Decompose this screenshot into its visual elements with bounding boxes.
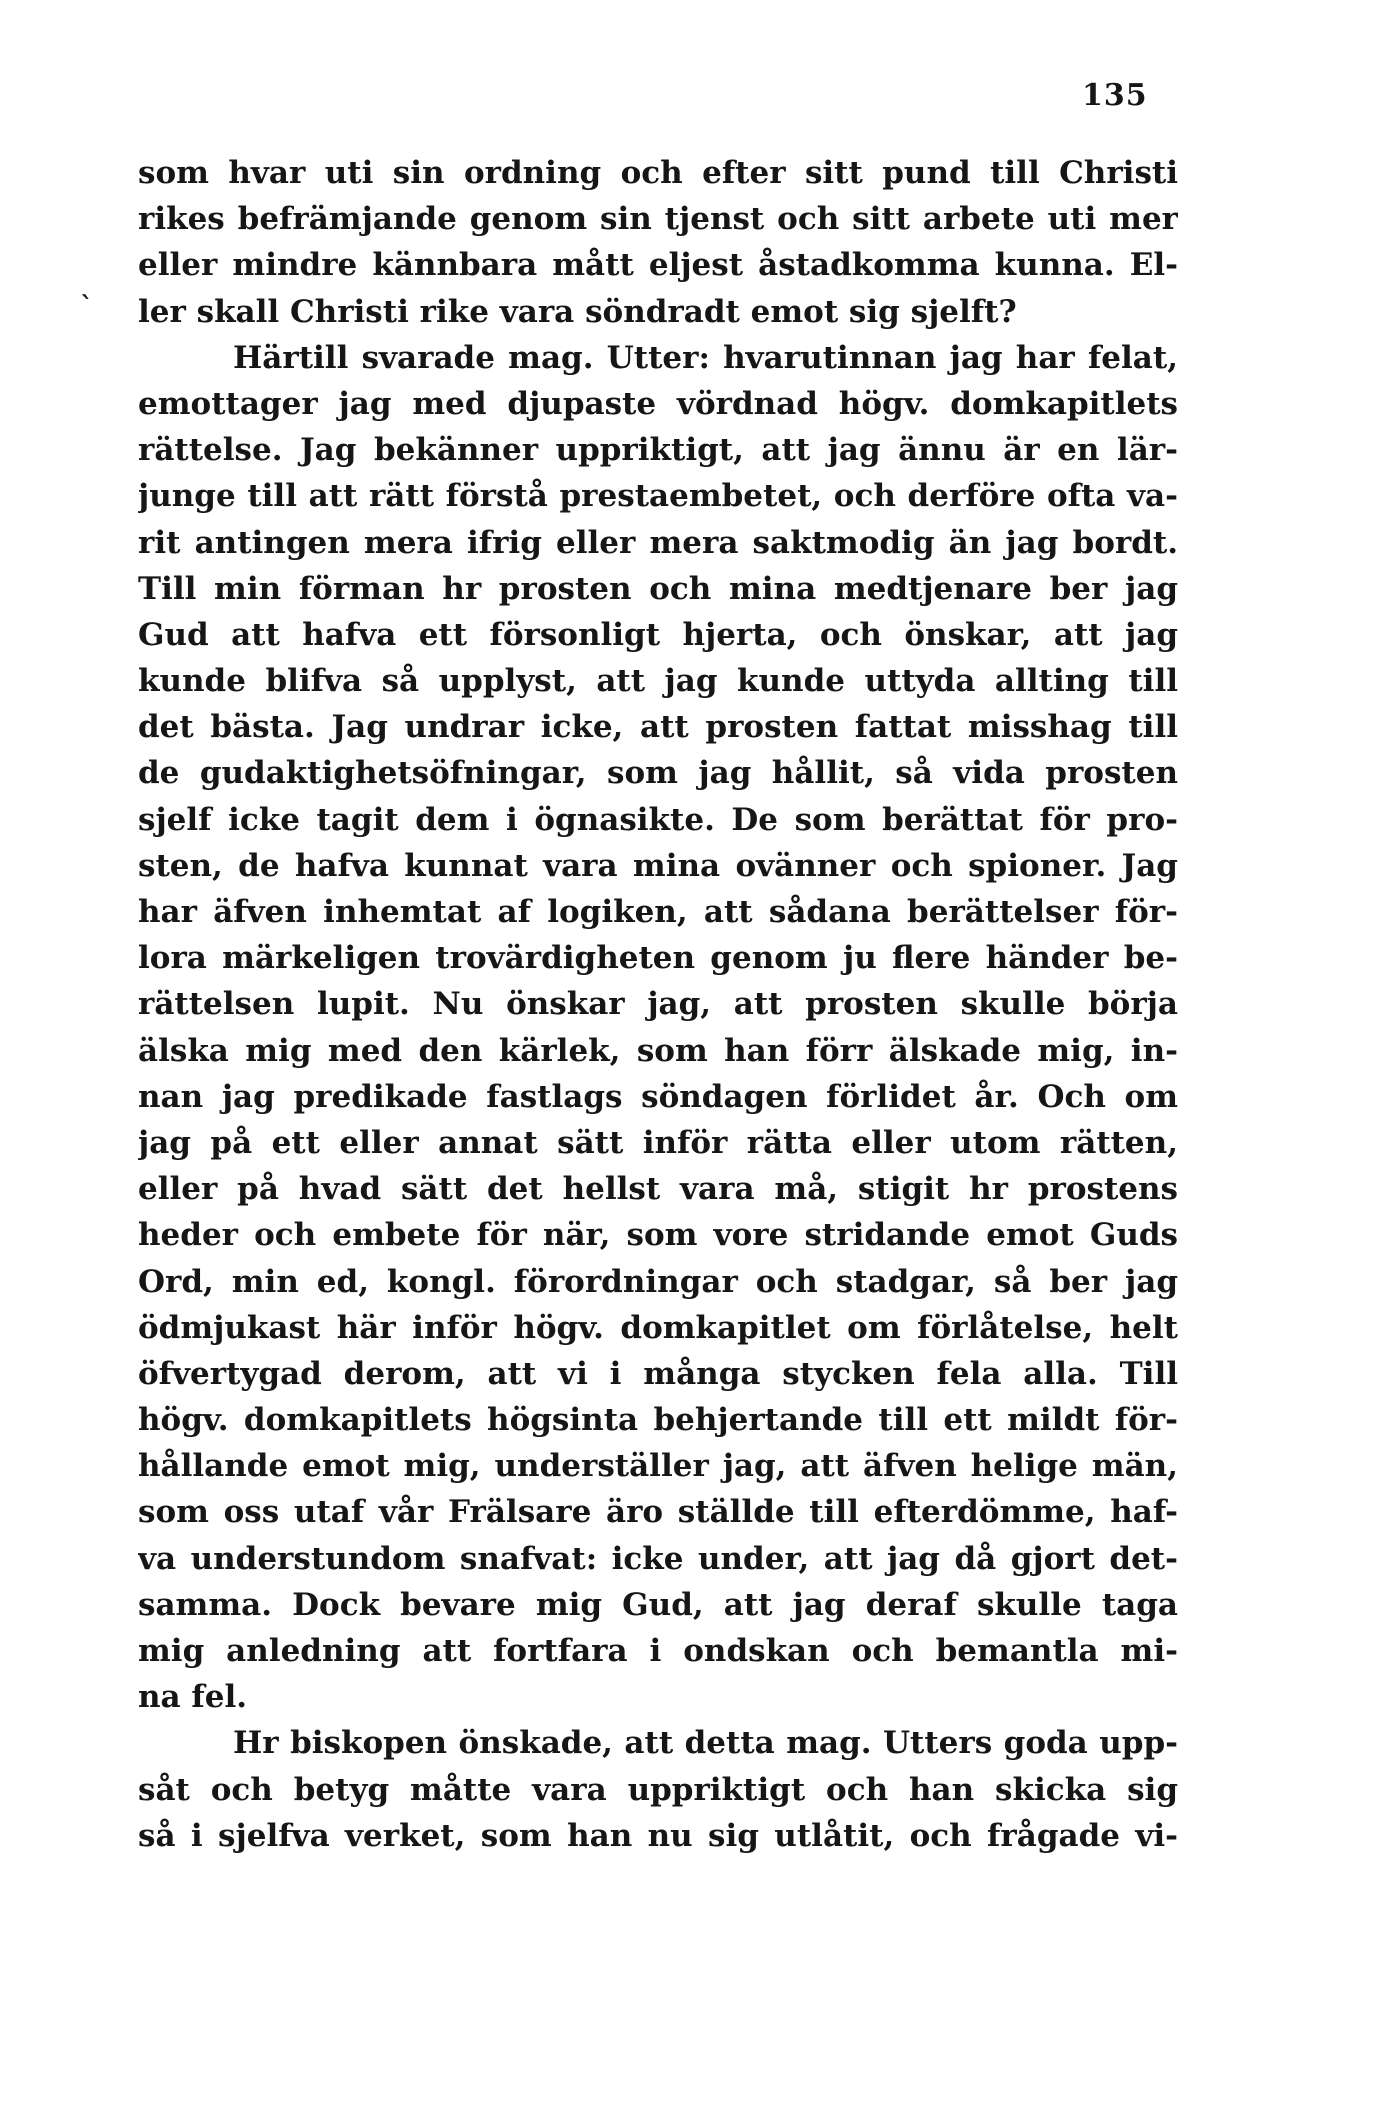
text-line: junge till att rätt förstå prestaembetet, och derföre ofta va- xyxy=(138,478,1178,515)
text-line: Ord, min ed, kongl. förordningar och stadgar, så ber jag xyxy=(138,1263,1178,1300)
text-line: Hr biskopen önskade, att detta mag. Utters goda upp- xyxy=(233,1725,1178,1762)
text-line: ler skall Christi rike vara söndradt emot sig sjelft? xyxy=(138,293,1017,330)
text-line: samma. Dock bevare mig Gud, att jag deraf skulle taga xyxy=(138,1586,1178,1623)
text-line: nan jag predikade fastlags söndagen förlidet år. Och om xyxy=(138,1078,1178,1115)
text-line: rit antingen mera ifrig eller mera saktmodig än jag bordt. xyxy=(138,524,1178,561)
text-line: älska mig med den kärlek, som han förr älskade mig, in- xyxy=(138,1032,1178,1069)
text-line: heder och embete för när, som vore stridande emot Guds xyxy=(138,1217,1178,1254)
body-text xyxy=(138,150,1178,1859)
text-line: så i sjelfva verket, som han nu sig utlåtit, och frågade vi- xyxy=(138,1817,1178,1854)
text-line: hållande emot mig, underställer jag, att äfven helige män, xyxy=(138,1448,1178,1485)
text-line: sjelf icke tagit dem i ögnasikte. De som berättat för pro- xyxy=(138,801,1178,838)
text-line: na fel. xyxy=(138,1679,248,1716)
text-line: Gud att hafva ett försonligt hjerta, och önskar, att jag xyxy=(138,616,1178,653)
text-line: högv. domkapitlets högsinta behjertande till ett mildt för- xyxy=(138,1402,1178,1439)
text-line: det bästa. Jag undrar icke, att prosten fattat misshag till xyxy=(138,709,1178,746)
text-line: såt och betyg måtte vara uppriktigt och han skicka sig xyxy=(138,1771,1178,1808)
text-line: mig anledning att fortfara i ondskan och bemantla mi- xyxy=(138,1633,1178,1669)
page-number: 135 xyxy=(1082,78,1148,113)
text-line: öfvertygad derom, att vi i många stycken fela alla. Till xyxy=(138,1355,1178,1392)
text-line: har äfven inhemtat af logiken, att sådana berättelser för- xyxy=(138,894,1178,930)
text-line: rättelse. Jag bekänner uppriktigt, att jag ännu är en lär- xyxy=(138,432,1178,469)
text-line: kunde blifva så upplyst, att jag kunde uttyda allting till xyxy=(138,663,1178,700)
text-line: eller på hvad sätt det hellst vara må, stigit hr prostens xyxy=(138,1171,1178,1208)
text-line: lora märkeligen trovärdigheten genom ju flere händer be- xyxy=(138,940,1178,977)
text-line: ödmjukast här inför högv. domkapitlet om förlåtelse, helt xyxy=(138,1309,1178,1346)
text-line: Härtill svarade mag. Utter: hvarutinnan jag har felat, xyxy=(233,339,1178,376)
text-line: va understundom snafvat: icke under, att jag då gjort det- xyxy=(138,1540,1178,1577)
text-line: emottager jag med djupaste vördnad högv. domkapitlets xyxy=(138,385,1178,422)
text-line: rättelsen lupit. Nu önskar jag, att prosten skulle börja xyxy=(138,986,1178,1023)
text-line: rikes befrämjande genom sin tjenst och sitt arbete uti mer xyxy=(138,201,1178,238)
text-line: jag på ett eller annat sätt inför rätta eller utom rätten, xyxy=(138,1124,1178,1161)
text-line: som hvar uti sin ordning och efter sitt pund till Christi xyxy=(138,155,1178,191)
text-line: eller mindre kännbara mått eljest åstadkomma kunna. El- xyxy=(138,247,1178,284)
margin-mark: ` xyxy=(80,292,93,322)
text-line: som oss utaf vår Frälsare äro ställde till efterdömme, haf- xyxy=(138,1494,1178,1531)
text-line: de gudaktighetsöfningar, som jag hållit, så vida prosten xyxy=(138,755,1178,792)
text-line: Till min förman hr prosten och mina medtjenare ber jag xyxy=(138,570,1178,607)
text-line: sten, de hafva kunnat vara mina ovänner och spioner. Jag xyxy=(138,847,1178,884)
